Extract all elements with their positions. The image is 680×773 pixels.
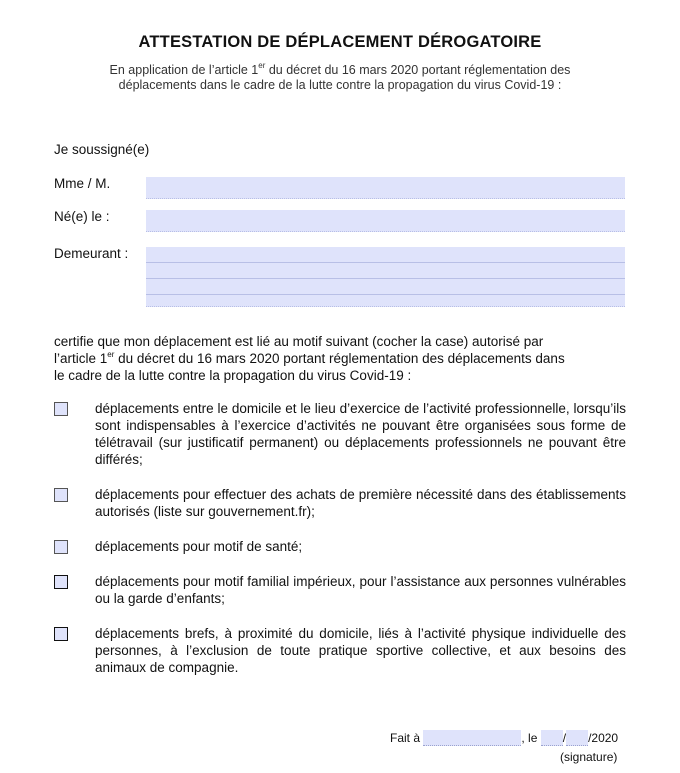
choice-exercise-text: déplacements brefs, à proximité du domicile, liés à l’activité physique individuelle des personnes, à l’exclusion de toute pratique sportive collective, et aux besoins des animaux de compagnie. (95, 626, 626, 675)
subtitle-line1-pre: En application de l’article 1 (109, 63, 259, 77)
soussigne-label: Je soussigné(e) (54, 142, 150, 157)
name-field[interactable] (146, 177, 625, 199)
address-field[interactable] (146, 247, 625, 307)
certifie-line-3: le cadre de la lutte contre la propagation du virus Covid-19 : (54, 368, 412, 383)
checkbox-family[interactable] (54, 575, 68, 589)
choice-professional-text: déplacements entre le domicile et le lieu d’exercice de l’activité professionnelle, lorsqu’ils sont indispensables à l’exercice d’activités ne pouvant être organisées sous forme de télétravail (sur justificatif permanent) ou déplacements professionnels ne pouvant être différés; (95, 401, 626, 467)
le-label: , le (521, 731, 538, 745)
subtitle (40, 60, 640, 93)
address-label: Demeurant : (54, 246, 129, 261)
certifie-line-2 (54, 350, 626, 367)
certifie-line2-post: du décret du 16 mars 2020 portant réglementation des déplacements dans (114, 351, 565, 366)
birth-label: Né(e) le : (54, 209, 110, 224)
place-field[interactable] (423, 730, 521, 746)
choice-family-text: déplacements pour motif familial impérieux, pour l’assistance aux personnes vulnérables ou la garde d’enfants; (95, 574, 626, 606)
certifie-line-1: certifie que mon déplacement est lié au motif suivant (cocher la case) autorisé par (54, 334, 544, 349)
year-label: /2020 (588, 731, 619, 745)
choice-shopping-text: déplacements pour effectuer des achats de première nécessité dans des établissements autorisés (liste sur gouvernement.fr); (95, 487, 626, 519)
checkbox-shopping[interactable] (54, 488, 68, 502)
signature-label: (signature) (560, 750, 618, 764)
certification-paragraph (54, 333, 626, 384)
date-slash: / (562, 731, 567, 745)
date-place-line (390, 730, 618, 746)
name-label: Mme / M. (54, 176, 111, 191)
checkbox-professional[interactable] (54, 402, 68, 416)
subtitle-line1-post: du décret du 16 mars 2020 portant réglementation des (265, 63, 571, 77)
birth-date-field[interactable] (146, 210, 625, 232)
subtitle-line-2: déplacements dans le cadre de la lutte contre la propagation du virus Covid-19 : (118, 78, 562, 92)
document-title: ATTESTATION DE DÉPLACEMENT DÉROGATOIRE (138, 33, 542, 51)
subtitle-line-1 (40, 60, 640, 78)
month-field[interactable] (566, 730, 588, 746)
fait-a-label: Fait à (390, 731, 421, 745)
day-field[interactable] (541, 730, 563, 746)
certifie-line2-sup: er (107, 349, 115, 359)
choice-health-text: déplacements pour motif de santé; (95, 539, 303, 554)
subtitle-line1-sup: er (258, 60, 266, 70)
checkbox-health[interactable] (54, 540, 68, 554)
certifie-line2-pre: l’article 1 (54, 351, 108, 366)
checkbox-exercise[interactable] (54, 627, 68, 641)
